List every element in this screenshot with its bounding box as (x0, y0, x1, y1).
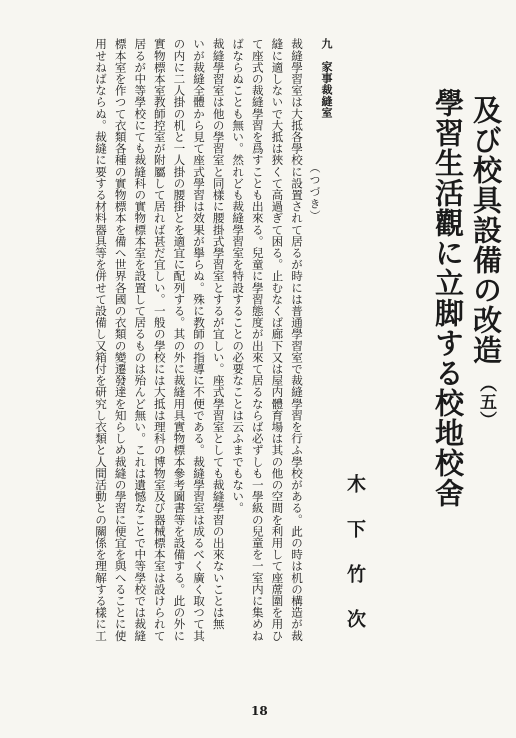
section-heading: 九 家事裁縫室 (320, 38, 333, 119)
body-line: 縫に適しないで大抵は狹くて高過ぎて困る。止むなくば廊下又は屋内體育場は其の他の空間を利用して座蓆圍を用ひ (270, 38, 285, 642)
article-title-line-2 (469, 95, 503, 429)
body-line: 標本室を作つて衣類各種の實物標本を備へ世界各國の衣類の變遷發達を知らしめ裁縫の學習に便宜を與へることに使 (113, 38, 128, 642)
body-line: 居るが中等學校にても裁縫科の實物標本室を設置して居るものは殆んど無い。これは遺憾なことで中等學校では裁縫 (133, 38, 148, 642)
body-line: 實物標本室教師控室が附屬して居れば甚だ宜しい。一般の學校には大抵は理科の博物室及び器械標本室は設けられて (152, 38, 167, 642)
body-line: て座式の裁縫學習を爲すことも出來る。兒童に學習態度が出來て居るならば必ずしも一學級の兒童を一室内に集めね (250, 38, 265, 642)
body-line: ばならぬことも無い。然れども裁縫學習室を特設することの必要なことは云ふまでもない。 (231, 38, 246, 514)
continued-note: （つづき） (308, 162, 321, 222)
body-line: 裁縫學習室は他の學習室と同樣に腰掛式學習室とするが宜しい。座式學習室としても裁縫學習の出來ないことは無 (211, 38, 226, 630)
article-title-line-2-text: 及び校具設備の改造 (469, 95, 503, 365)
body-line: の内に二人掛の机と一人掛の腰掛とを適宜に配列する。其の外に裁縫用具實物標本參考圖書等を設備する。此の外に (172, 38, 187, 642)
body-line: 用せねばならぬ。裁縫に要する材料器具等を併せて設備し又箱付を研究し衣類と人間活動との關係を理解する樣に工 (94, 38, 109, 642)
body-text (90, 38, 306, 698)
page-number: 18 (251, 704, 268, 718)
article-part-number: （五） (476, 375, 496, 429)
article-title-line-1: 學習生活觀に立脚する校地校舍 (431, 88, 465, 508)
body-line: いが裁縫全體から見て座式學習は效果が擧らぬ。殊に教師の指導に不便である。裁縫學習室は成るべく廣く取つて其 (192, 38, 207, 642)
body-line: 裁縫學習室は大抵各學校に設置されて居るが時には普通學習室で裁縫學習を行ふ學校がある。此の時は机の構造が裁 (290, 38, 304, 642)
author-name: 木下竹次 (344, 474, 366, 654)
